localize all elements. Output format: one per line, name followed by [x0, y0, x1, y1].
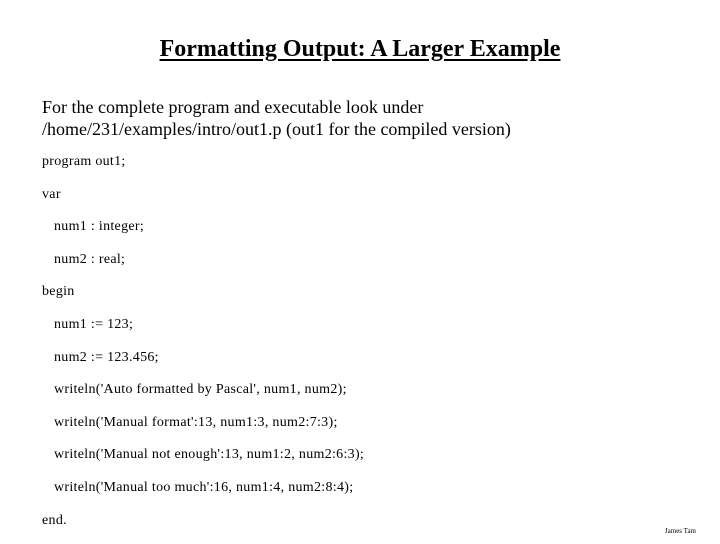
- code-line: var: [42, 186, 61, 202]
- code-listing: [42, 153, 702, 544]
- code-line: num2 : real;: [54, 251, 126, 267]
- code-line: writeln('Auto formatted by Pascal', num1, num2);: [54, 382, 347, 398]
- code-line: program out1;: [42, 154, 126, 169]
- intro-line-2: /home/231/examples/intro/out1.p (out1 for the compiled version): [42, 119, 511, 139]
- code-line: num2 := 123.456;: [54, 349, 159, 365]
- code-line: writeln('Manual not enough':13, num1:2, num2:6:3);: [54, 447, 365, 463]
- author-footer: James Tam: [664, 527, 696, 535]
- code-line: begin: [42, 284, 75, 300]
- intro-text: [42, 96, 682, 140]
- code-line: num1 := 123;: [54, 316, 134, 332]
- code-line: end.: [42, 512, 67, 528]
- slide-title-text: Formatting Output: A Larger Example: [159, 36, 561, 62]
- code-line: writeln('Manual too much':16, num1:4, num2:8:4);: [54, 479, 354, 495]
- slide-title: [0, 36, 720, 63]
- code-line: writeln('Manual format':13, num1:3, num2:7:3);: [54, 414, 338, 430]
- code-line: num1 : integer;: [54, 219, 145, 235]
- intro-line-1: For the complete program and executable look under: [42, 97, 424, 117]
